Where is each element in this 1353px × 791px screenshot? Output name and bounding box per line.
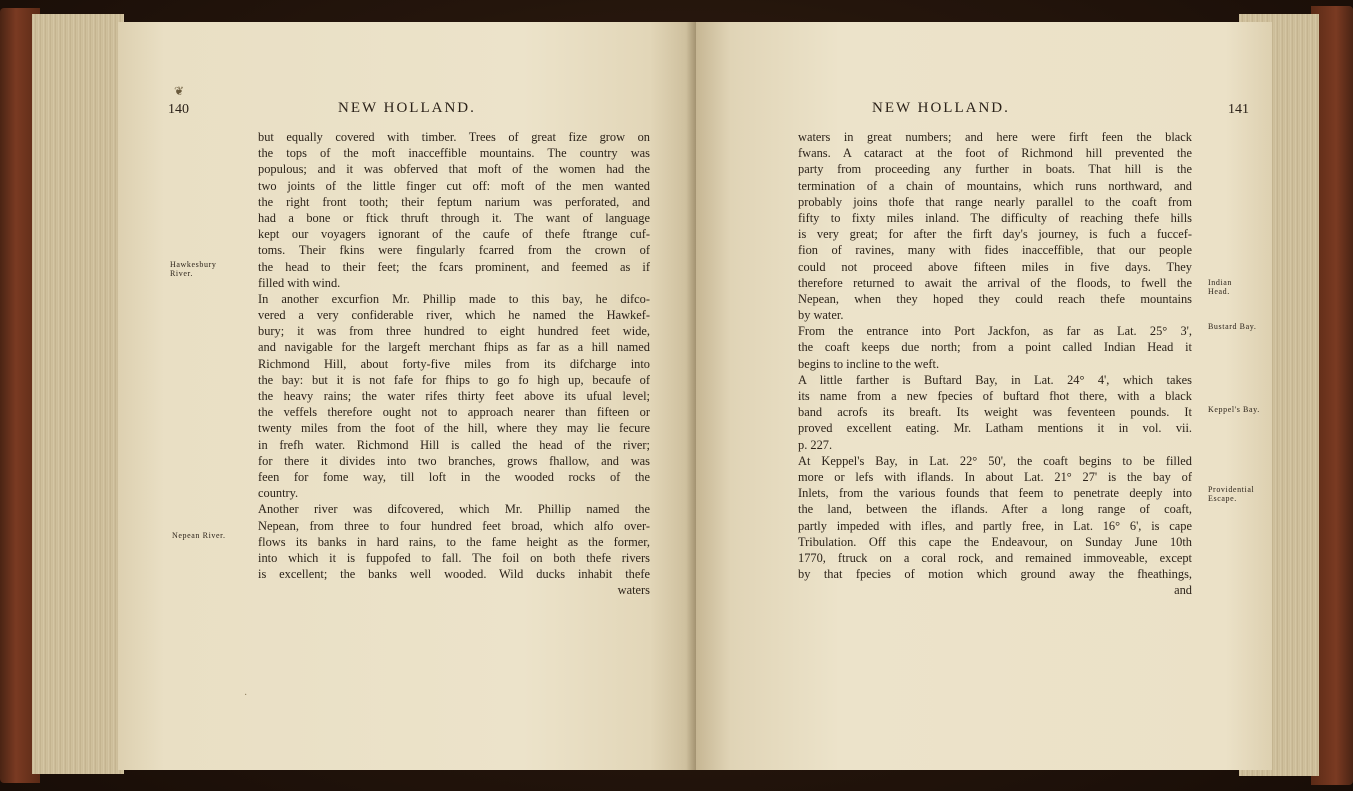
- text-line: Tribulation. Off this cape the Endeavour, on Sunday June 10th: [798, 534, 1192, 549]
- text-line: twenty miles from the foot of the hill, where they may lie fecure: [258, 421, 650, 436]
- text-line: probably joins thofe that range nearly parallel to the coaft from: [798, 194, 1192, 209]
- text-line: therefore returned to await the arrival of the floods, to fwell the: [798, 275, 1192, 290]
- text-line: p. 227.: [798, 437, 833, 452]
- text-line: more or lefs with iflands. In about Lat. 21° 27' is the bay of: [798, 469, 1192, 484]
- right-body-text: [798, 129, 1192, 598]
- text-line: Nepean, when they hoped they could reach thefe mountains: [798, 291, 1192, 306]
- text-line: vered a very confiderable river, which he named the Hawkef-: [258, 308, 650, 323]
- text-line: bury; it was from three hundred to eight hundred feet wide,: [258, 324, 650, 339]
- text-line: fwans. A cataract at the foot of Richmond hill prevented the: [798, 146, 1192, 161]
- text-line: Richmond Hill, about forty-five miles from its difcharge into: [258, 356, 650, 371]
- text-line: is excellent; the banks well wooded. Wild ducks inhabit thefe: [258, 567, 650, 582]
- text-line: party from proceeding any further in boats. That hill is the: [798, 162, 1192, 177]
- text-line: but equally covered with timber. Trees of great fize grow on: [258, 130, 650, 144]
- text-line: the coaft keeps due north; from a point called Indian Head it: [798, 340, 1192, 355]
- ink-mark: ❦: [174, 84, 185, 98]
- text-line: termination of a chain of mountains, which runs northward, and: [798, 178, 1192, 193]
- page-number: 140: [168, 102, 189, 117]
- text-line: At Keppel's Bay, in Lat. 22° 50', the coaft begins to be filled: [798, 453, 1192, 468]
- text-line: toms. Their fkins were fingularly fcarred from the crown of: [258, 243, 650, 258]
- marginal-note-line: River.: [170, 269, 193, 278]
- text-line: kept our voyagers ignorant of the caufe of thefe ftrange cuf-: [258, 227, 650, 242]
- catchword: and: [1174, 583, 1192, 598]
- text-line: the right front tooth; their feptum narium was perforated, and: [258, 194, 650, 209]
- running-head: NEW HOLLAND.: [872, 100, 1010, 116]
- text-line: for there it divides into two branches, grows fhallow, and was: [258, 453, 650, 468]
- page-number: 141: [1228, 102, 1249, 117]
- marginal-note-line: Nepean River.: [172, 531, 226, 540]
- running-head: NEW HOLLAND.: [338, 100, 476, 116]
- text-line: Inlets, from the various founds that feem to penetrate deeply into: [798, 486, 1192, 501]
- speck: ·: [244, 690, 248, 701]
- text-line: begins to incline to the weft.: [798, 356, 940, 371]
- text-line: and navigable for the largeft merchant fhips as far as a hill named: [258, 340, 650, 355]
- marginal-note-line: Hawkesbury: [170, 260, 217, 269]
- marginal-note-providential-escape: [1208, 485, 1254, 503]
- text-line: fion of ravines, many with fides inacceffible, that our people: [798, 243, 1192, 258]
- text-line: country.: [258, 486, 299, 501]
- text-line: In another excurfion Mr. Phillip made to this bay, he difco-: [258, 291, 650, 306]
- marginal-note-hawkesbury: [170, 260, 216, 278]
- text-line: flows its banks in hard rains, to the fame height as the former,: [258, 534, 650, 549]
- left-page: [118, 22, 696, 770]
- text-line: in frefh water. Richmond Hill is called the head of the river;: [258, 437, 650, 452]
- left-body-text: [258, 129, 650, 598]
- marginal-note-bustard-bay: [1208, 322, 1256, 331]
- text-line: had a bone or ftick thruft through it. The want of language: [258, 210, 650, 225]
- text-line: the tops of the moft inacceffible mountains. The country was: [258, 146, 650, 161]
- text-line: by that fpecies of motion which ground away the fheathings,: [798, 567, 1192, 582]
- text-line: waters in great numbers; and here were firft feen the black: [798, 130, 1192, 144]
- marginal-note-line: Bustard Bay.: [1208, 322, 1257, 331]
- text-line: two joints of the little finger cut off: moft of the men wanted: [258, 178, 650, 193]
- text-line: its name from a new fpecies of buftard fhot there, with a black: [798, 389, 1192, 403]
- text-line: From the entrance into Port Jackfon, as far as Lat. 25° 3',: [798, 324, 1192, 339]
- marginal-note-line: Keppel's Bay.: [1208, 405, 1260, 414]
- text-line: the veffels therefore ought not to approach nearer than fifteen or: [258, 405, 650, 420]
- text-line: band acrofs its breaft. Its weight was feventeen pounds. It: [798, 405, 1192, 420]
- marginal-note-keppels-bay: [1208, 405, 1260, 414]
- text-line: populous; and it was obferved that moft of the women had the: [258, 162, 650, 177]
- text-line: proved excellent eating. Mr. Latham mentions it in vol. vii.: [798, 421, 1192, 436]
- text-line: the head to their feet; the fcars prominent, and feemed as if: [258, 259, 650, 274]
- text-line: partly impeded with ifles, and partly free, in Lat. 16° 6', is cape: [798, 518, 1192, 533]
- right-page: [696, 22, 1272, 770]
- text-line: is very great; for after the firft day's journey, is fuch a fuccef-: [798, 227, 1192, 242]
- text-line: Nepean, from three to four hundred feet broad, which alfo over-: [258, 518, 650, 533]
- text-line: feen for fome way, till loft in the wooded rocks of the: [258, 469, 650, 484]
- left-page-edges: [32, 14, 124, 774]
- text-line: A little farther is Buftard Bay, in Lat. 24° 4', which takes: [798, 372, 1192, 387]
- text-line: the bay: but it is not fafe for fhips to go fo high up, becaufe of: [258, 372, 650, 387]
- marginal-note-line: Escape.: [1208, 494, 1237, 503]
- text-line: fifty to fixty miles inland. The difficulty of reaching thefe hills: [798, 210, 1192, 225]
- marginal-note-line: Indian: [1208, 278, 1233, 287]
- text-line: could not proceed above fifteen miles in five days. They: [798, 259, 1192, 274]
- text-line: the heavy rains; the water rifes thirty feet above its ufual level;: [258, 389, 650, 403]
- marginal-note-indian-head: [1208, 278, 1232, 296]
- marginal-note-line: Providential: [1208, 485, 1255, 494]
- text-line: by water.: [798, 308, 844, 323]
- marginal-note-line: Head.: [1208, 287, 1230, 296]
- marginal-note-nepean: [172, 531, 226, 540]
- text-line: filled with wind.: [258, 275, 341, 290]
- catchword: waters: [617, 583, 650, 598]
- text-line: Another river was difcovered, which Mr. Phillip named the: [258, 502, 650, 517]
- text-line: 1770, ftruck on a coral rock, and remained immoveable, except: [798, 550, 1192, 565]
- text-line: into which it is fuppofed to fall. The foil on both thefe rivers: [258, 550, 650, 565]
- text-line: the land, between the iflands. After a long range of coaft,: [798, 502, 1192, 517]
